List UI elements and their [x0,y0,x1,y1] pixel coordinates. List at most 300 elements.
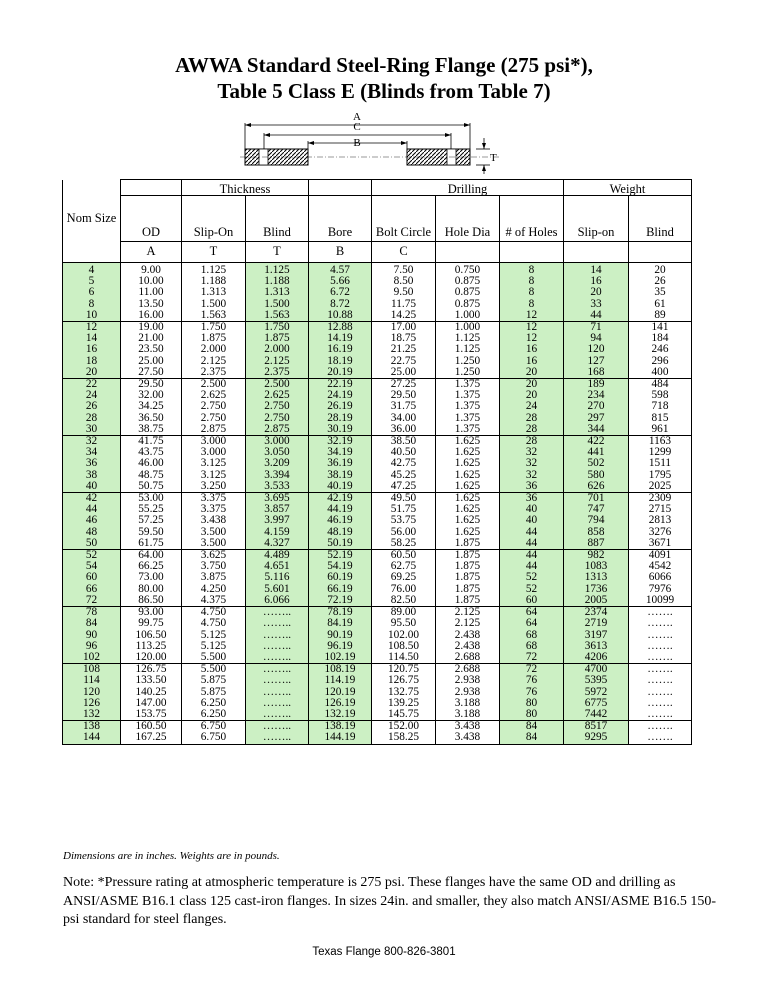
table-cell: 78 [63,607,121,619]
table-cell: 120 [564,344,629,355]
table-cell: 1.375 [436,413,500,424]
table-cell: 8 [500,287,564,298]
table-cell: 1.375 [436,379,500,391]
table-cell: 62.75 [372,561,436,572]
table-cell: 29.50 [121,379,182,391]
table-cell: 6.250 [182,709,246,721]
table-cell: 12 [500,322,564,334]
table-cell: 6775 [564,698,629,709]
table-cell: 2.125 [436,618,500,629]
table-cell: 3.438 [182,515,246,526]
table-cell: 2374 [564,607,629,619]
table-cell: 168 [564,367,629,379]
table-cell: 144.19 [309,732,372,744]
table-cell: 145.75 [372,709,436,721]
table-cell: 30.19 [309,424,372,436]
table-cell: 2309 [629,493,692,505]
table-cell: 48.75 [121,470,182,481]
table-cell: 1.563 [182,310,246,322]
table-cell: 48.19 [309,527,372,538]
header-spacer [436,242,500,263]
table-cell: 1511 [629,458,692,469]
table-row [63,709,692,721]
table-cell: 36 [63,458,121,469]
table-row [63,732,692,744]
table-cell: 12 [500,333,564,344]
table-cell: 598 [629,390,692,401]
weight-group-header: Weight [564,180,692,196]
table-cell: 120.00 [121,652,182,664]
table-cell: 2.875 [246,424,309,436]
table-cell: 24 [63,390,121,401]
table-cell: 64 [500,618,564,629]
table-cell: 71 [564,322,629,334]
table-cell: 18.19 [309,356,372,367]
table-cell: 1.313 [246,287,309,298]
table-cell: 2.875 [182,424,246,436]
table-cell: 2.750 [246,401,309,412]
table-cell: 38.75 [121,424,182,436]
table-cell: 16 [564,276,629,287]
table-cell: 40.50 [372,447,436,458]
table-row [63,344,692,355]
table-cell: 73.00 [121,572,182,583]
table-cell: 6066 [629,572,692,583]
table-cell: 5.66 [309,276,372,287]
table-cell: 26 [629,276,692,287]
table-cell: 68 [500,630,564,641]
table-cell: 234 [564,390,629,401]
table-cell: 113.25 [121,641,182,652]
table-cell: 20 [629,263,692,277]
table-cell: 32 [63,436,121,448]
table-cell: 3.209 [246,458,309,469]
table-cell: 2.125 [246,356,309,367]
table-cell: 2715 [629,504,692,515]
table-cell: 52.19 [309,550,372,562]
thickness-group-header: Thickness [182,180,309,196]
table-cell: 246 [629,344,692,355]
drilling-group-header: Drilling [372,180,564,196]
table-cell: 2.500 [246,379,309,391]
table-cell: 5972 [564,687,629,698]
table-cell: 961 [629,424,692,436]
flange-spec-table [62,179,692,745]
table-cell: 1.875 [436,572,500,583]
table-cell: 53.00 [121,493,182,505]
table-cell: 72 [500,652,564,664]
table-cell: 297 [564,413,629,424]
table-cell: 16 [500,344,564,355]
table-cell: 36.00 [372,424,436,436]
table-cell: 132 [63,709,121,721]
table-cell: 441 [564,447,629,458]
table-cell: 55.25 [121,504,182,515]
table-cell: 8 [63,299,121,310]
table-cell: 102.19 [309,652,372,664]
table-cell: 44 [500,538,564,550]
note: Note: *Pressure rating at atmospheric temperature is 275 psi. These flanges have the same OD and drilling as ANSI/ASME B16.1 class 125 cast-iron flanges. In sizes 24in. and smaller, they also match ANSI/ASME B16.5 150-psi standard for steel flanges. [63,875,717,927]
flange-diagram [240,108,500,174]
table-cell: 2.938 [436,687,500,698]
table-cell: 49.50 [372,493,436,505]
table-cell: 84.19 [309,618,372,629]
table-cell: 59.50 [121,527,182,538]
table-cell: 400 [629,367,692,379]
table-cell: 22.75 [372,356,436,367]
table-cell: 1.500 [246,299,309,310]
table-cell: 3.875 [182,572,246,583]
table-cell: 28 [500,436,564,448]
table-cell: 2719 [564,618,629,629]
header-spacer [629,242,692,263]
table-cell: 3276 [629,527,692,538]
column-header-od: OD [121,196,182,242]
table-cell: 718 [629,401,692,412]
table-cell: 2.375 [246,367,309,379]
table-cell: ……. [629,641,692,652]
table-cell: 28 [63,413,121,424]
table-cell: ……. [629,698,692,709]
table-cell: 4.159 [246,527,309,538]
table-row [63,515,692,526]
table-cell: 1.000 [436,322,500,334]
table-cell: 44 [63,504,121,515]
table-cell: 25.00 [372,367,436,379]
table-cell: …….. [246,721,309,733]
table-cell: 5 [63,276,121,287]
table-cell: 126.19 [309,698,372,709]
table-cell: 4.327 [246,538,309,550]
table-cell: 139.25 [372,698,436,709]
table-cell: 20 [500,367,564,379]
table-cell: 189 [564,379,629,391]
table-cell: 96 [63,641,121,652]
header-spacer [500,242,564,263]
table-cell: 3.000 [182,436,246,448]
table-cell: 3.500 [182,538,246,550]
table-cell: 1083 [564,561,629,572]
table-cell: 31.75 [372,401,436,412]
table-cell: 50.75 [121,481,182,493]
table-cell: 69.25 [372,572,436,583]
table-cell: …….. [246,664,309,676]
table-cell: ……. [629,652,692,664]
table-cell: …….. [246,618,309,629]
dimension-label-t: T [490,152,497,164]
table-cell: 1.125 [436,344,500,355]
table-cell: …….. [246,675,309,686]
table-cell: 52 [500,572,564,583]
table-cell: 56.00 [372,527,436,538]
table-cell: 22 [63,379,121,391]
table-cell: 8 [500,263,564,277]
column-header-nom-size: Nom Size [63,196,121,242]
table-cell: ……. [629,618,692,629]
table-row [63,572,692,583]
table-cell: 51.75 [372,504,436,515]
table-cell: 2.750 [246,413,309,424]
table-cell: 17.00 [372,322,436,334]
table-cell: 24.19 [309,390,372,401]
table-cell: 1.875 [436,595,500,607]
table-cell: 82.50 [372,595,436,607]
table-cell: 4.651 [246,561,309,572]
table-cell: 167.25 [121,732,182,744]
table-cell: 5395 [564,675,629,686]
page-subtitle: Table 5 Class E (Blinds from Table 7) [217,79,551,103]
table-cell: 4.57 [309,263,372,277]
table-cell: 42 [63,493,121,505]
table-cell: 3671 [629,538,692,550]
table-cell: 8 [500,276,564,287]
table-cell: 13.50 [121,299,182,310]
table-row [63,481,692,493]
table-cell: 2.750 [182,413,246,424]
table-cell: 2.688 [436,664,500,676]
table-cell: 38.50 [372,436,436,448]
table-cell: 41.75 [121,436,182,448]
table-cell: 1.000 [436,310,500,322]
table-cell: 12 [63,322,121,334]
table-cell: 2.000 [246,344,309,355]
table-cell: 18.75 [372,333,436,344]
table-cell: 16 [63,344,121,355]
table-cell: 1.125 [182,263,246,277]
table-cell: 80.00 [121,584,182,595]
table-cell: 2.000 [182,344,246,355]
table-cell: 20 [500,390,564,401]
column-symbol-t: T [182,242,246,263]
table-cell: 66.19 [309,584,372,595]
table-cell: 36.50 [121,413,182,424]
table-cell: 11.75 [372,299,436,310]
table-cell: 1795 [629,470,692,481]
table-cell: 32 [500,470,564,481]
table-cell: 32.19 [309,436,372,448]
table-cell: 1.500 [182,299,246,310]
table-cell: 60.50 [372,550,436,562]
table-cell: 158.25 [372,732,436,744]
table-cell: 44 [500,550,564,562]
table-cell: 50 [63,538,121,550]
table-cell: 6.750 [182,732,246,744]
table-cell: 89.00 [372,607,436,619]
header-spacer [63,180,121,196]
table-cell: 36 [500,493,564,505]
table-cell: 3.695 [246,493,309,505]
table-row [63,424,692,436]
table-cell: 20 [500,379,564,391]
table-cell: 1163 [629,436,692,448]
table-cell: 794 [564,515,629,526]
table-cell: 1.875 [436,550,500,562]
table-cell: 1.313 [182,287,246,298]
table-cell: 5.500 [182,664,246,676]
table-cell: ……. [629,732,692,744]
column-symbol-c: C [372,242,436,263]
column-symbol-b: B [309,242,372,263]
table-cell: 132.75 [372,687,436,698]
table-cell: 46.00 [121,458,182,469]
table-cell: 815 [629,413,692,424]
table-cell: 5.500 [182,652,246,664]
table-cell: 8517 [564,721,629,733]
table-cell: 4 [63,263,121,277]
table-cell: 147.00 [121,698,182,709]
table-cell: 44 [500,527,564,538]
table-cell: ……. [629,664,692,676]
table-cell: 14 [564,263,629,277]
table-cell: 50.19 [309,538,372,550]
table-cell: 10.00 [121,276,182,287]
table-cell: 3.250 [182,481,246,493]
table-cell: 27.50 [121,367,182,379]
table-cell: 47.25 [372,481,436,493]
table-cell: 33 [564,299,629,310]
table-cell: 132.19 [309,709,372,721]
table-cell: 1.375 [436,390,500,401]
table-cell: 3.125 [182,458,246,469]
table-row [63,367,692,379]
table-cell: 3.500 [182,527,246,538]
table-cell: 2.125 [182,356,246,367]
table-cell: 22.19 [309,379,372,391]
table-cell: 4.489 [246,550,309,562]
table-cell: 48 [63,527,121,538]
footer: Texas Flange 800-826-3801 [312,946,456,958]
table-cell: 160.50 [121,721,182,733]
table-cell: 19.00 [121,322,182,334]
table-cell: 34.25 [121,401,182,412]
table-cell: 2.125 [436,607,500,619]
table-cell: …….. [246,652,309,664]
column-header-blind: Blind [246,196,309,242]
table-row [63,263,692,277]
table-cell: 2813 [629,515,692,526]
table-cell: 40 [63,481,121,493]
table-cell: 96.19 [309,641,372,652]
table-cell: 61.75 [121,538,182,550]
table-cell: 23.50 [121,344,182,355]
table-cell: 76.00 [372,584,436,595]
table-cell: 8 [500,299,564,310]
table-cell: 20 [63,367,121,379]
table-cell: 1.375 [436,424,500,436]
table-cell: 102 [63,652,121,664]
table-cell: ……. [629,675,692,686]
table-cell: 4700 [564,664,629,676]
table-cell: 68 [500,641,564,652]
table-cell: 46.19 [309,515,372,526]
table-cell: 7442 [564,709,629,721]
table-cell: 36.19 [309,458,372,469]
table-cell: 270 [564,401,629,412]
table-cell: 66.25 [121,561,182,572]
table-cell: 60 [63,572,121,583]
table-cell: 80 [500,709,564,721]
table-cell: 1.125 [436,333,500,344]
table-cell: 1.625 [436,436,500,448]
table-cell: 626 [564,481,629,493]
table-cell: 38 [63,470,121,481]
page-title: AWWA Standard Steel-Ring Flange (275 psi*), [175,53,593,77]
table-cell: 54.19 [309,561,372,572]
table-cell: 701 [564,493,629,505]
table-cell: 3.125 [182,470,246,481]
table-cell: 5.116 [246,572,309,583]
table-cell: 1.875 [182,333,246,344]
table-cell: 422 [564,436,629,448]
table-cell: 1736 [564,584,629,595]
table-cell: 108.19 [309,664,372,676]
table-cell: 1.625 [436,447,500,458]
table-cell: 5.875 [182,675,246,686]
table-cell: 72 [63,595,121,607]
table-cell: 58.25 [372,538,436,550]
table-cell: 90.19 [309,630,372,641]
table-cell: 89 [629,310,692,322]
table-cell: 84 [500,732,564,744]
table-cell: 61 [629,299,692,310]
table-cell: 3.438 [436,721,500,733]
table-cell: 10 [63,310,121,322]
table-cell: 3.188 [436,709,500,721]
table-row [63,595,692,607]
table-cell: 40.19 [309,481,372,493]
table-cell: 2.750 [182,401,246,412]
table-cell: 127 [564,356,629,367]
table-cell: 3197 [564,630,629,641]
table-cell: 141 [629,322,692,334]
table-cell: 42.75 [372,458,436,469]
table-cell: 60 [500,595,564,607]
table-cell: 0.875 [436,299,500,310]
table-row [63,618,692,629]
column-header-weight-blind: Blind [629,196,692,242]
table-cell: 3.394 [246,470,309,481]
column-symbol-a: A [121,242,182,263]
table-cell: 1.375 [436,401,500,412]
table-cell: 102.00 [372,630,436,641]
table-cell: 46 [63,515,121,526]
table-cell: 1.625 [436,481,500,493]
table-cell: 138.19 [309,721,372,733]
table-cell: 44 [500,561,564,572]
table-cell: 1.625 [436,515,500,526]
column-header-bolt-circle: Bolt Circle [372,196,436,242]
table-cell: 16.00 [121,310,182,322]
table-cell: 9.50 [372,287,436,298]
table-cell: 3.997 [246,515,309,526]
table-cell: 18 [63,356,121,367]
table-cell: …….. [246,607,309,619]
table-cell: 16.19 [309,344,372,355]
table-cell: 12 [500,310,564,322]
table-cell: 126 [63,698,121,709]
table-cell: 0.875 [436,287,500,298]
column-header-num-holes: # of Holes [500,196,564,242]
table-cell: 7976 [629,584,692,595]
table-cell: 5.601 [246,584,309,595]
table-cell: 14.25 [372,310,436,322]
table-cell: 11.00 [121,287,182,298]
table-cell: …….. [246,630,309,641]
table-row [63,287,692,298]
table-cell: 344 [564,424,629,436]
table-cell: 72 [500,664,564,676]
table-cell: 2005 [564,595,629,607]
